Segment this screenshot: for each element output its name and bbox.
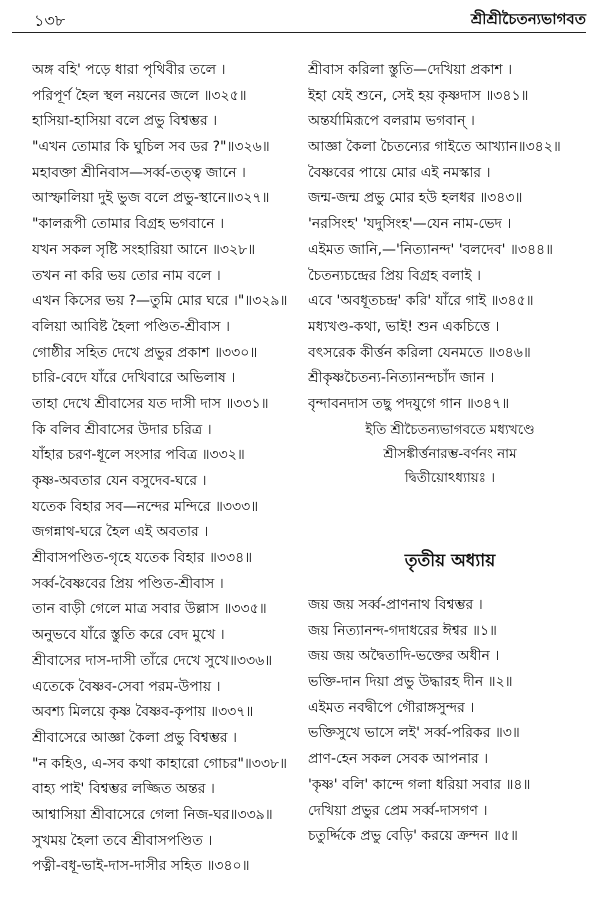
chapter-title: তৃতীয় অধ্যায় [404, 551, 496, 571]
verse-line: দেখিয়া প্রভুর প্রেম সর্ব্ব-দাসগণ । [308, 802, 488, 819]
verse-line: শ্রীবাসের দাস-দাসী তাঁরে দেখে সুখে॥৩৩৬॥ [32, 652, 273, 669]
verse-line: বলিয়া আবিষ্ট হৈলা পণ্ডিত-শ্রীবাস । [32, 318, 230, 335]
verse-line: জয় নিত্যানন্দ-গদাধরের ঈশ্বর ॥১॥ [308, 622, 497, 639]
verse-line: অনুভবে যাঁরে স্তুতি করে বেদ মুখে । [32, 627, 225, 644]
verse-line: শ্রীবাসপণ্ডিত-গৃহে যতেক বিহার ॥৩৩৪॥ [32, 550, 253, 567]
verse-line: আশ্বাসিয়া শ্রীবাসেরে গেলা নিজ-ঘর॥৩৩৯॥ [32, 806, 273, 823]
verse-line: এখন কিসের ভয় ?—তুমি মোর ঘরে ।"॥৩২৯॥ [32, 293, 288, 310]
running-title: শ্রীশ্রীচৈতন্যভাগবত [470, 10, 586, 28]
verse-line: তখন না করি ভয় তোর নাম বলে । [32, 267, 221, 284]
verse-line: ভক্তি-দান দিয়া প্রভু উদ্ধারহ দীন ॥২॥ [308, 674, 513, 691]
verse-line: গোষ্ঠীর সহিত দেখে প্রভুর প্রকাশ ॥৩৩০॥ [32, 344, 258, 361]
verse-line: 'কৃষ্ণ' বলি' কান্দে গলা ধরিয়া সবার ॥৪॥ [308, 776, 531, 793]
verse-line: এবে 'অবধূতচন্দ্র' করি' যাঁরে গাই ॥৩৪৫॥ [308, 293, 534, 310]
verse-line: অন্তর্যামিরূপে বলরাম ভগবান্ । [308, 113, 475, 130]
verse-line: কৃষ্ণ-অবতার যেন বসুদেব-ঘরে । [32, 473, 207, 489]
chapter-colophon [308, 418, 592, 490]
colophon-line: দ্বিতীয়োঽধ্যায়ঃ । [404, 470, 496, 486]
verse-line: 'নরসিংহ' 'যদুসিংহ'—যেন নাম-ভেদ । [308, 216, 512, 233]
verse-line: জন্ম-জন্ম প্রভু মোর হউ হলধর ॥৩৪৩॥ [308, 190, 523, 207]
verse-line: কি বলিব শ্রীবাসের উদার চরিত্র । [32, 421, 212, 438]
verse-line: "ন কহিও, এ-সব কথা কাহারো গোচর"॥৩৩৮॥ [32, 755, 288, 772]
verse-line: জগন্নাথ-ঘরে হৈল এই অবতার । [32, 524, 209, 541]
verse-line: ইহা যেই শুনে, সেই হয় কৃষ্ণদাস ॥৩৪১॥ [308, 87, 529, 104]
verse-line: প্রাণ-হেন সকল সেবক আপনার । [308, 751, 489, 768]
verse-line: শ্রীকৃষ্ণচৈতন্য-নিত্যানন্দচাঁদ জান । [308, 370, 495, 387]
verse-line: আজ্ঞা কৈলা চৈতন্যের গাইতে আখ্যান॥৩৪২॥ [308, 139, 561, 156]
left-column [32, 58, 294, 880]
verse-line: যখন সকল সৃষ্টি সংহারিয়া আনে ॥৩২৮॥ [32, 241, 256, 258]
verse-line: যাঁহার চরণ-ধূলে সংসার পবিত্র ॥৩৩২॥ [32, 447, 245, 464]
right-column-chapter-3 [308, 593, 592, 850]
verse-line: বৎসরেক কীর্ত্তন করিলা যেনমতে ॥৩৪৬॥ [308, 344, 531, 361]
verse-line: অবশ্য মিলয়ে কৃষ্ণ বৈষ্ণব-কৃপায় ॥৩৩৭॥ [32, 704, 254, 721]
verse-line: অঙ্গ বহি' পড়ে ধারা পৃথিবীর তলে । [32, 62, 226, 78]
verse-line: জয় জয় সর্ব্ব-প্রাণনাথ বিশ্বম্ভর । [308, 597, 483, 613]
verse-line: বৃন্দাবনদাস তছু পদযুগে গান ॥৩৪৭॥ [308, 395, 510, 412]
colophon-line: ইতি শ্রীচৈতন্যভাগবতে মধ্যখণ্ডে [365, 422, 535, 438]
verse-line: তান বাড়ী গেলে মাত্র সবার উল্লাস ॥৩৩৫॥ [32, 601, 267, 618]
verse-line: মহাবক্তা শ্রীনিবাস—সর্ব্ব-তত্ত্ব জানে । [32, 164, 246, 181]
verse-line: যতেক বিহার সব—নন্দের মন্দিরে ॥৩৩৩॥ [32, 498, 259, 515]
verse-line: পত্নী-বধূ-ভাই-দাস-দাসীর সহিত ॥৩৪০॥ [32, 858, 250, 875]
verse-line: বৈষ্ণবের পায়ে মোর এই নমস্কার । [308, 164, 491, 181]
verse-line: ভক্তিসুখে ভাসে লই' সর্ব্ব-পরিকর ॥৩॥ [308, 725, 520, 742]
page-number: ১৩৮ [34, 11, 66, 30]
verse-line: চতুর্দ্দিকে প্রভু বেড়ি' করয়ে ক্রন্দন ॥৫॥ [308, 828, 518, 845]
verse-line: হাসিয়া-হাসিয়া বলে প্রভু বিশ্বম্ভর । [32, 113, 218, 130]
verse-line: শ্রীবাসেরে আজ্ঞা কৈলা প্রভু বিশ্বম্ভর । [32, 729, 238, 746]
verse-line: "কালরূপী তোমার বিগ্রহ ভগবানে । [32, 216, 225, 233]
verse-line: "এখন তোমার কি ঘুচিল সব ডর ?"॥৩২৬॥ [32, 139, 270, 156]
verse-line: শ্রীবাস করিলা স্তুতি—দেখিয়া প্রকাশ । [308, 62, 513, 78]
verse-line: সুখময় হৈলা তবে শ্রীবাসপণ্ডিত । [32, 832, 213, 849]
verse-line: চারি-বেদে যাঁরে দেখিবারে অভিলাষ । [32, 370, 236, 387]
verse-line: বাহ্য পাই' বিশ্বম্ভর লজ্জিত অন্তর । [32, 781, 215, 798]
verse-line: সর্ব্ব-বৈষ্ণবের প্রিয় পণ্ডিত-শ্রীবাস । [32, 575, 224, 592]
verse-line: তাহা দেখে শ্রীবাসের যত দাসী দাস ॥৩৩১॥ [32, 395, 269, 412]
right-column [308, 58, 592, 418]
verse-line: চৈতন্যচন্দ্রের প্রিয় বিগ্রহ বলাই । [308, 267, 482, 284]
verse-line: এইমত নবদ্বীপে গৌরাঙ্গসুন্দর । [308, 699, 475, 716]
verse-line: এতেকে বৈষ্ণব-সেবা পরম-উপায় । [32, 678, 221, 695]
verse-line: মধ্যখণ্ড-কথা, ভাই! শুন একচিত্তে । [308, 318, 500, 335]
colophon-line: শ্রীসঙ্কীর্ত্তনারম্ভ-বর্ণনং নাম [383, 446, 517, 462]
page-header [12, 4, 586, 33]
verse-line: এইমত জানি,—'নিত্যানন্দ' 'বলদেব' ॥৩৪৪॥ [308, 241, 554, 258]
verse-line: জয় জয় অদ্বৈতাদি-ভক্তের অধীন । [308, 648, 500, 665]
verse-line: পরিপূর্ণ হৈল স্থল নয়নের জলে ॥৩২৫॥ [32, 87, 247, 104]
verse-line: আস্ফালিয়া দুই ভুজ বলে প্রভু-স্থানে॥৩২৭॥ [32, 190, 270, 207]
